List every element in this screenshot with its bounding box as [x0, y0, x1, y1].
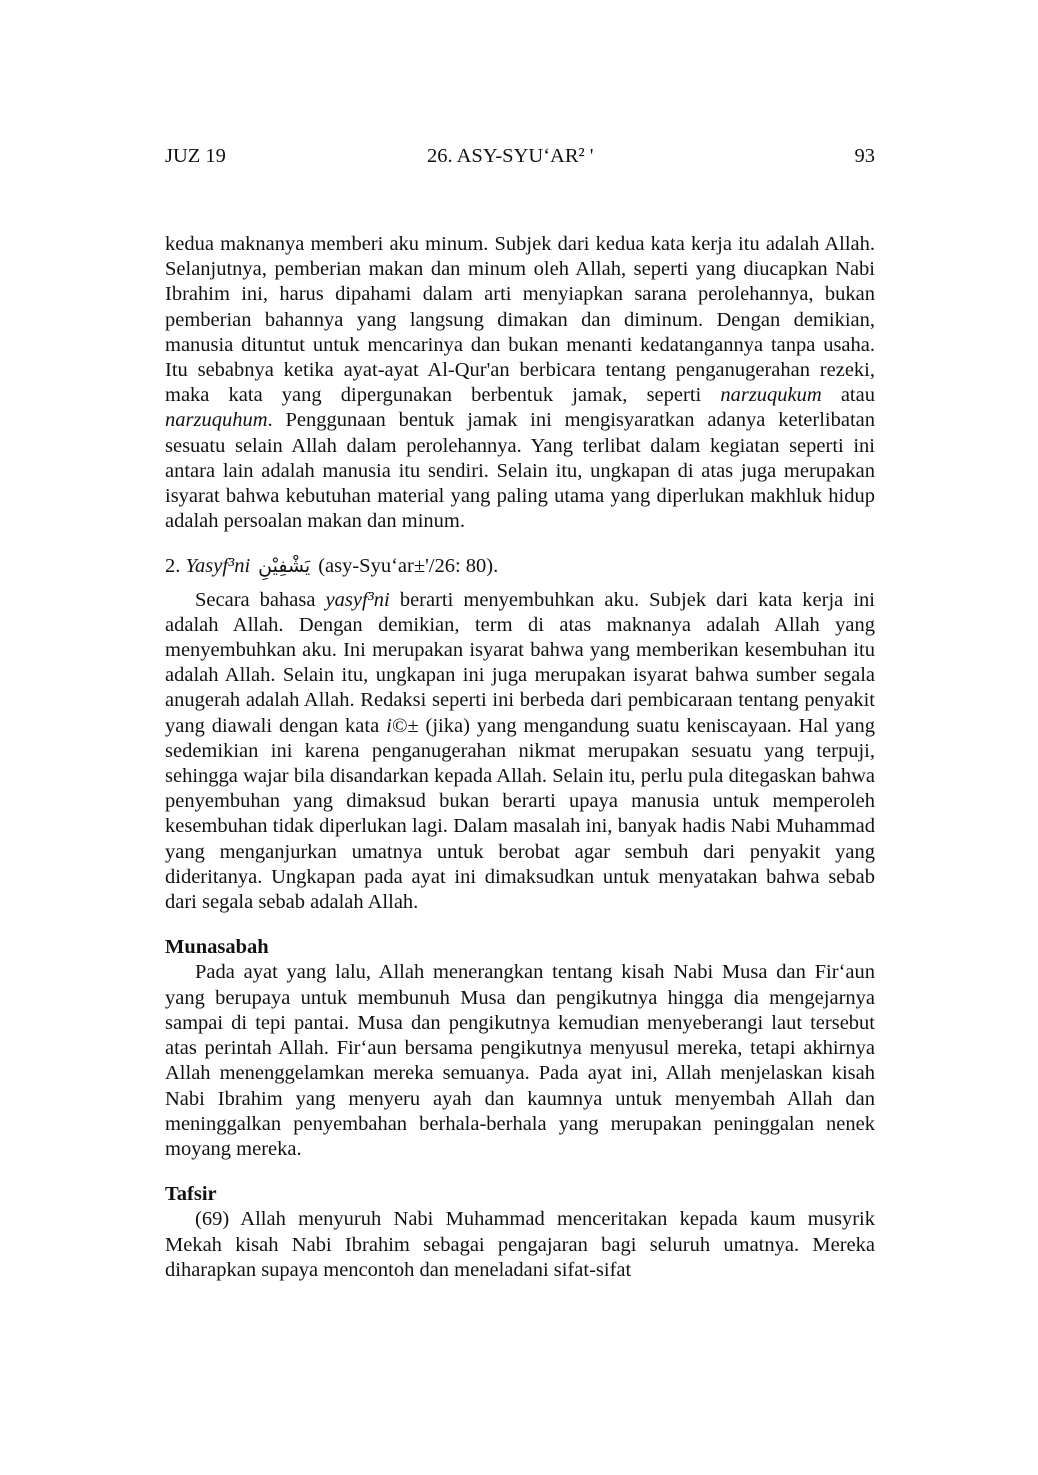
munasabah-paragraph: Pada ayat yang lalu, Allah menerangkan tentang kisah Nabi Musa dan Fir‘aun yang berupaya untuk membunuh Musa dan pengikutnya hingga dia mengejarnya sampai di tepi pantai. Musa dan pengikutnya kemudian menyeberangi laut tersebut atas perintah Allah. Fir‘aun bersama pengikutnya menyusul mereka, tetapi akhirnya Allah menenggelamkan mereka semuanya. Pada ayat ini, Allah menjelaskan kisah Nabi Ibrahim yang menyeru ayah dan kaumnya untuk menyembah Allah dan meninggalkan penyembahan berhala-berhala yang merupakan peninggalan nenek moyang mereka.: [165, 961, 875, 1160]
paragraph-explanation: [165, 588, 875, 916]
paragraph-text: berarti menyembuhkan aku. Subjek dari kata kerja ini adalah Allah. Dengan demikian, term di atas maknanya adalah Allah yang menyembuhkan aku. Ini merupakan isyarat bahwa yang memberikan kesembuhan itu adalah Allah. Selain itu, ungkapan ini juga merupakan isyarat bahwa sumber segala anugerah adalah Allah. Redaksi seperti ini berbeda dari pembicaraan tentang penyakit yang diawali dengan kata: [165, 588, 875, 737]
paragraph-text: (jika) yang mengandung suatu keniscayaan. Hal yang sedemikian ini karena penganugerahan nikmat merupakan sesuatu yang terpuji, sehingga wajar bila disandarkan kepada Allah. Selain itu, perlu pula ditegaskan bahwa penyembuhan yang dimaksud bukan berarti upaya manusia untuk memperoleh kesembuhan tidak diperlukan lagi. Dalam masalah ini, banyak hadis Nabi Muhammad yang menganjurkan umatnya untuk berobat agar sembuh dari penyakit yang dideritanya. Ungkapan pada ayat ini dimaksudkan untuk menyatakan bahwa sebab dari segala sebab adalah Allah.: [165, 714, 875, 914]
running-header: [165, 145, 875, 175]
italic-term: i©±: [386, 714, 419, 737]
italic-term: narzuquhum: [165, 409, 268, 432]
section-heading-tafsir: Tafsir: [165, 1183, 217, 1206]
paragraph-continued: [165, 232, 875, 534]
paragraph-text: atau: [821, 384, 875, 407]
page-body: [165, 232, 875, 1283]
page-number: 93: [854, 145, 875, 167]
vocabulary-item: [165, 554, 875, 579]
item-term: Yasyf³ni: [185, 555, 251, 578]
paragraph-text: Secara bahasa: [195, 588, 326, 611]
verse-reference: (asy-Syu‘ar±'/26: 80).: [318, 555, 499, 578]
section-heading-munasabah: Munasabah: [165, 936, 269, 959]
item-number: 2.: [165, 555, 181, 578]
juz-label: JUZ 19: [165, 145, 226, 167]
italic-term: yasyf³ni: [325, 588, 390, 611]
italic-term: narzuqukum: [720, 384, 822, 407]
arabic-word: يَشْفِيْنِ: [258, 555, 311, 578]
paragraph-text: kedua maknanya memberi aku minum. Subjek dari kedua kata kerja itu adalah Allah. Selanjutnya, pemberian makan dan minum oleh Allah, seperti yang diucapkan Nabi Ibrahim ini, harus dipahami dalam arti menyiapkan sarana perolehannya, bukan pemberian bahannya yang langsung dimakan dan diminum. Dengan demikian, manusia dituntut untuk mencarinya dan bukan menanti kedatangannya tanpa usaha. Itu sebabnya ketika ayat-ayat Al-Qur'an berbicara tentang penganugerahan rezeki, maka kata yang dipergunakan berbentuk jamak, seperti: [165, 233, 875, 407]
surah-title: 26. ASY-SYU‘AR² ': [427, 145, 594, 167]
paragraph-text: . Penggunaan bentuk jamak ini mengisyaratkan adanya keterlibatan sesuatu selain Allah dalam perolehannya. Yang terlibat dalam kegiatan seperti ini antara lain adalah manusia itu sendiri. Selain itu, ungkapan di atas juga merupakan isyarat bahwa kebutuhan material yang paling utama yang diperlukan makhluk hidup adalah persoalan makan dan minum.: [165, 409, 875, 533]
tafsir-paragraph: (69) Allah menyuruh Nabi Muhammad menceritakan kepada kaum musyrik Mekah kisah Nabi Ibrahim sebagai pengajaran bagi seluruh umatnya. Mereka diharapkan supaya mencontoh dan meneladani sifat-sifat: [165, 1208, 875, 1281]
